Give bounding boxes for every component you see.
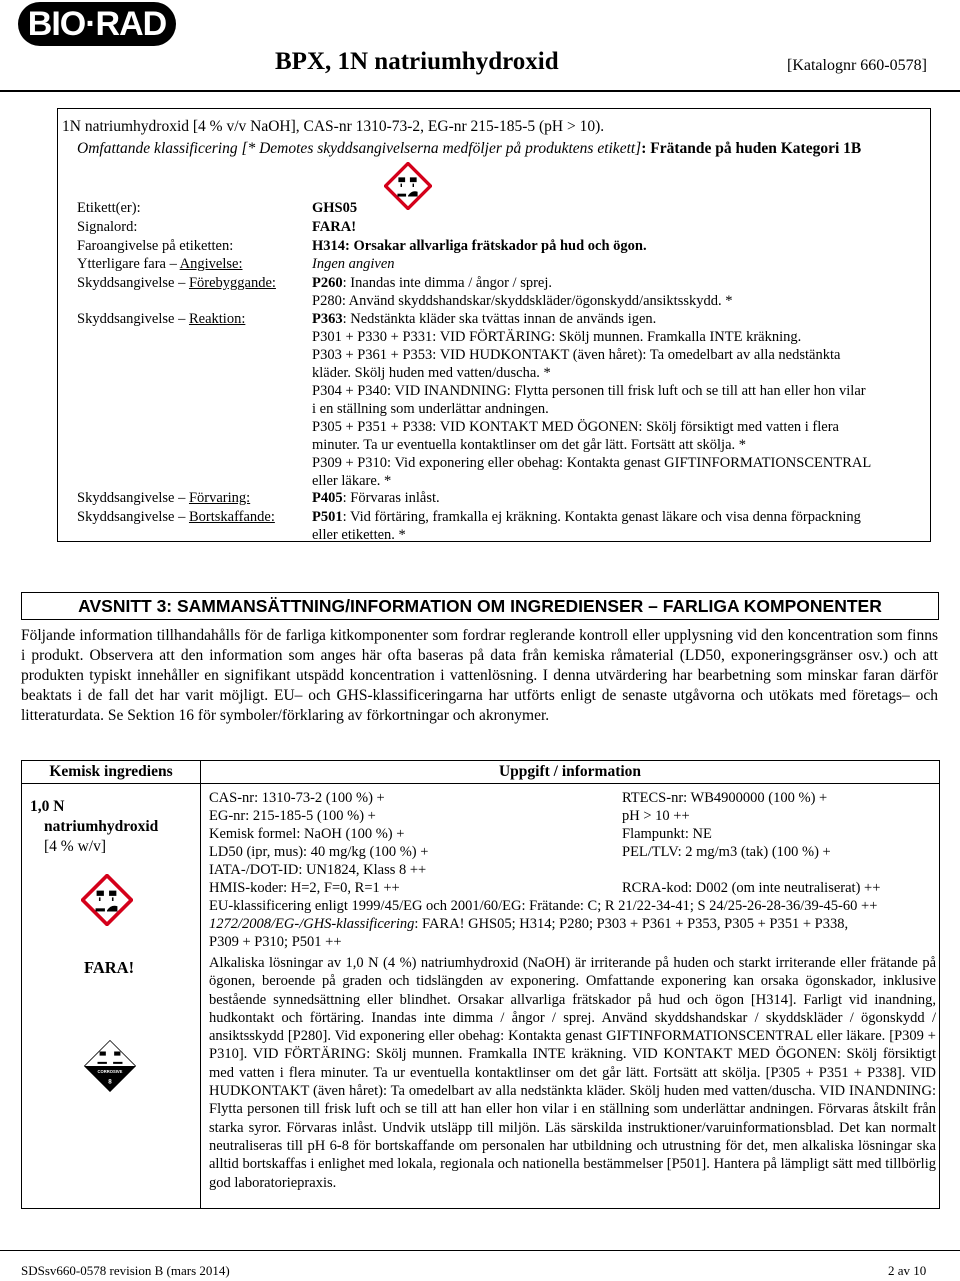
corrosive-class8-icon [84,1040,136,1092]
p363-code: P363 [312,311,343,327]
p405-text: : Förvaras inlåst. [342,490,440,506]
document-title: BPX, 1N natriumhydroxid [275,48,559,75]
rcra-code: RCRA-kod: D002 (om inte neutraliserat) ++ [622,880,881,896]
value-p305a: P305 + P351 + P338: VID KONTAKT MED ÖGONEN: Skölj försiktigt med vatten i flera [312,419,839,435]
value-p363 [312,311,656,328]
label-bortskaffande-b: Bortskaffande: [188,509,275,525]
label-forvaring: Skyddsangivelse – Förvaring: [77,490,251,506]
value-signal: FARA! [312,219,357,235]
pel-tlv: PEL/TLV: 2 mg/m3 (tak) (100 %) + [622,844,831,860]
flash-point: Flampunkt: NE [622,826,712,842]
value-p309b: eller läkare. * [312,473,392,489]
value-p501b: eller etiketten. * [312,527,406,543]
label-reaktion: Skyddsangivelse – Reaktion: [77,311,246,327]
value-ghs: GHS05 [312,200,358,216]
p363-text: : Nedstänkta kläder ska tvättas innan de används igen. [342,311,657,327]
ld50: LD50 (ipr, mus): 40 mg/kg (100 %) + [209,844,429,860]
footer-rule [0,1250,960,1251]
classification-summary [77,140,861,158]
p260-code: P260 [312,275,343,291]
class8-number: 8 [108,1078,112,1086]
ph-value: pH > 10 ++ [622,808,690,824]
value-p501 [312,509,861,526]
corrosive-ghs-icon [81,874,133,926]
bio-rad-logo: BIO·RAD [18,2,176,46]
ingredient-line1: 1,0 N [30,798,65,815]
table-column-divider [200,760,201,1209]
value-ingen: Ingen angiven [312,256,395,272]
corrosive-ghs-icon [384,162,432,210]
label-bortskaffande-a: Skyddsangivelse [77,509,175,525]
product-description: 1N natriumhydroxid [4 % v/v NaOH], CAS-nr 1310-73-2, EG-nr 215-185-5 (pH > 10). [62,118,605,135]
ingredient-name [30,797,158,837]
cas-number: CAS-nr: 1310-73-2 (100 %) + [209,790,385,806]
label-forebyggande-a: Skyddsangivelse [77,275,175,291]
ingredient-concentration: [4 % w/v] [44,838,106,855]
ingredient-line2: natriumhydroxid [44,818,159,835]
p260-text: : Inandas inte dimma / ångor / sprej. [342,275,553,291]
h314-code: H314 [312,238,346,254]
rtecs-number: RTECS-nr: WB4900000 (100 %) + [622,790,828,806]
label-forvaring-a: Skyddsangivelse [77,490,175,506]
catalog-number: [Katalognr 660-0578] [787,57,927,74]
hazard-paragraph: Alkaliska lösningar av 1,0 N (4 %) natriumhydroxid (NaOH) är irriterande på huden och starkt irriterande eller frätande på ögonen, beroende på graden och tidslängden av exponering. Omfattande exponering kan orsaka ögonskador, inklusive bestående synnedsättning eller blindhet. Orsakar allvarliga frätskador på hud och ögon [H314]. Farligt vid inandning, hudkontakt och förtäring. Inandas inte dimma / ångor / sprej. Använd skyddshandskar / skyddskläder / ögonskydd / ansiktsskydd [P280]. Vid exponering eller obehag: Kontakta genast GIFTINFORMATIONSCENTRAL eller läkare. [P309 + P310]. VID FÖRTÄRING: Skölj munnen. Framkalla INTE kräkning. VID KONTAKT MED ÖGONEN: Skölj försiktigt med vatten i flera minuter. Ta ur eventuella kontaktlinser om det går lätt. Fortsätt att skölja. [P305 + P351 + P338]. VID HUDKONTAKT (även håret): Ta omedelbart av alla nedstänkta kläder. Skölj huden med vatten/duscha. VID INANDNING: Flytta personen till frisk luft och se till att han eller hon vilar i en ställning som underlättar andningen. Förvaras åtskilt från starka syror. Förvaras inlåst. Undvik utsläpp till miljön. Läs särskilda instruktioner/varuinformationsblad. Det kan normalt neutraliseras till pH 6-8 för bortskaffande om personalen har utbildning och utrustning för det, men alkaliska lösningar ska alltid bortskaffas i enlighet med lokala, regionala och nationella bestämmelser [P501]. Hantera på lämpligt sätt med tillbörlig god laboratoriepraxis. [209,955,936,1191]
p501-code: P501 [312,509,343,525]
ghs-codes-cont: P309 + P310; P501 ++ [209,934,342,950]
footer-revision: SDSsv660-0578 revision B (mars 2014) [21,1263,230,1278]
label-forebyggande-b: Förebyggande: [188,275,276,291]
label-etikett: Etikett(er): [77,200,141,216]
value-p305b: minuter. Ta ur eventuella kontaktlinser om det går lätt. Fortsätt att skölja. * [312,437,747,453]
label-ytterligare-b: Angivelse: [179,256,243,272]
h314-text: : Orsakar allvarliga frätskador på hud och ögon. [345,238,647,254]
value-p260 [312,275,552,292]
header-rule [0,90,960,92]
label-reaktion-b: Reaktion: [188,311,246,327]
class8-label: CORROSIVE [97,1068,123,1074]
table-header-divider [21,783,940,784]
chemical-formula: Kemisk formel: NaOH (100 %) + [209,826,405,842]
value-p301: P301 + P330 + P331: VID FÖRTÄRING: Skölj munnen. Framkalla INTE kräkning. [312,329,802,345]
eu-classification: EU-klassificering enligt 1999/45/EG och 2001/60/EG: Frätande: C; R 21/22-34-41; S 24/25-26-28-36/39-45-60 ++ [209,898,878,914]
table-signal-word: FARA! [84,958,135,977]
label-forebyggande: Skyddsangivelse – Förebyggande: [77,275,276,291]
value-p280: P280: Använd skyddshandskar/skyddskläder/ögonskydd/ansiktsskydd. * [312,293,733,309]
value-p304b: i en ställning som underlättar andningen. [312,401,549,417]
col-header-ingredient: Kemisk ingrediens [49,763,173,780]
ghs-regulation: 1272/2008/EG-/GHS-klassificering [209,916,415,932]
value-p303b: kläder. Skölj huden med vatten/duscha. * [312,365,551,381]
label-faroangivelse: Faroangivelse på etiketten: [77,238,234,254]
hmis-codes: HMIS-koder: H=2, F=0, R=1 ++ [209,880,400,896]
classification-note: Omfattande klassificering [* Demotes skyddsangivelserna medföljer på produktens etikett] [77,140,642,157]
iata-dot-id: IATA-/DOT-ID: UN1824, Klass 8 ++ [209,862,427,878]
label-forvaring-b: Förvaring: [188,490,251,506]
value-p304a: P304 + P340: VID INANDNING: Flytta personen till frisk luft och se till att han eller hon vilar [312,383,866,399]
value-p405 [312,490,440,507]
value-p303a: P303 + P361 + P353: VID HUDKONTAKT (även håret): Ta omedelbart av alla nedstänkta [312,347,841,363]
label-ytterligare-fara: Ytterligare fara – Angivelse: [77,256,243,272]
section-3-title: AVSNITT 3: SAMMANSÄTTNING/INFORMATION OM INGREDIENSER – FARLIGA KOMPONENTER [21,592,939,620]
label-bortskaffande: Skyddsangivelse – Bortskaffande: [77,509,275,525]
classification-category: : Frätande på huden Kategori 1B [641,140,862,157]
label-ytterligare-a: Ytterligare fara [77,256,166,272]
footer-page-number: 2 av 10 [888,1263,927,1278]
ghs-codes: : FARA! GHS05; H314; P280; P303 + P361 + P353, P305 + P351 + P338, [414,916,849,932]
label-signalord: Signalord: [77,219,138,235]
section-3-intro: Följande information tillhandahålls för de farliga kitkomponenter som fordrar reglerande kontroll eller upplysning vid den koncentration som finns i produkt. Observera att den information som anges här ofta baseras på data från kemiska råmaterial (LD50, exponeringsgränser osv.) och att produkten typiskt innehåller en signifikant utspädd koncentration i vattenlösning. I denna utvärdering har bearbetning som minskar faran därför beaktats i de fall det har varit möjligt. EU– och GHS-klassificeringarna har utförts enligt de senaste utgåvorna och utökats med företags– och litteraturdata. Se Sektion 16 för symboler/förklaring av förkortningar och akronymer. [21,627,938,724]
p405-code: P405 [312,490,343,506]
value-h314 [312,238,647,255]
value-p309a: P309 + P310: Vid exponering eller obehag: Kontakta genast GIFTINFORMATIONSCENTRAL [312,455,872,471]
p501-text: : Vid förtäring, framkalla ej kräkning. Kontakta genast läkare och visa denna förpackning [342,509,861,525]
ghs-classification [209,915,848,933]
label-reaktion-a: Skyddsangivelse [77,311,175,327]
eg-number: EG-nr: 215-185-5 (100 %) + [209,808,376,824]
col-header-information: Uppgift / information [498,763,642,780]
